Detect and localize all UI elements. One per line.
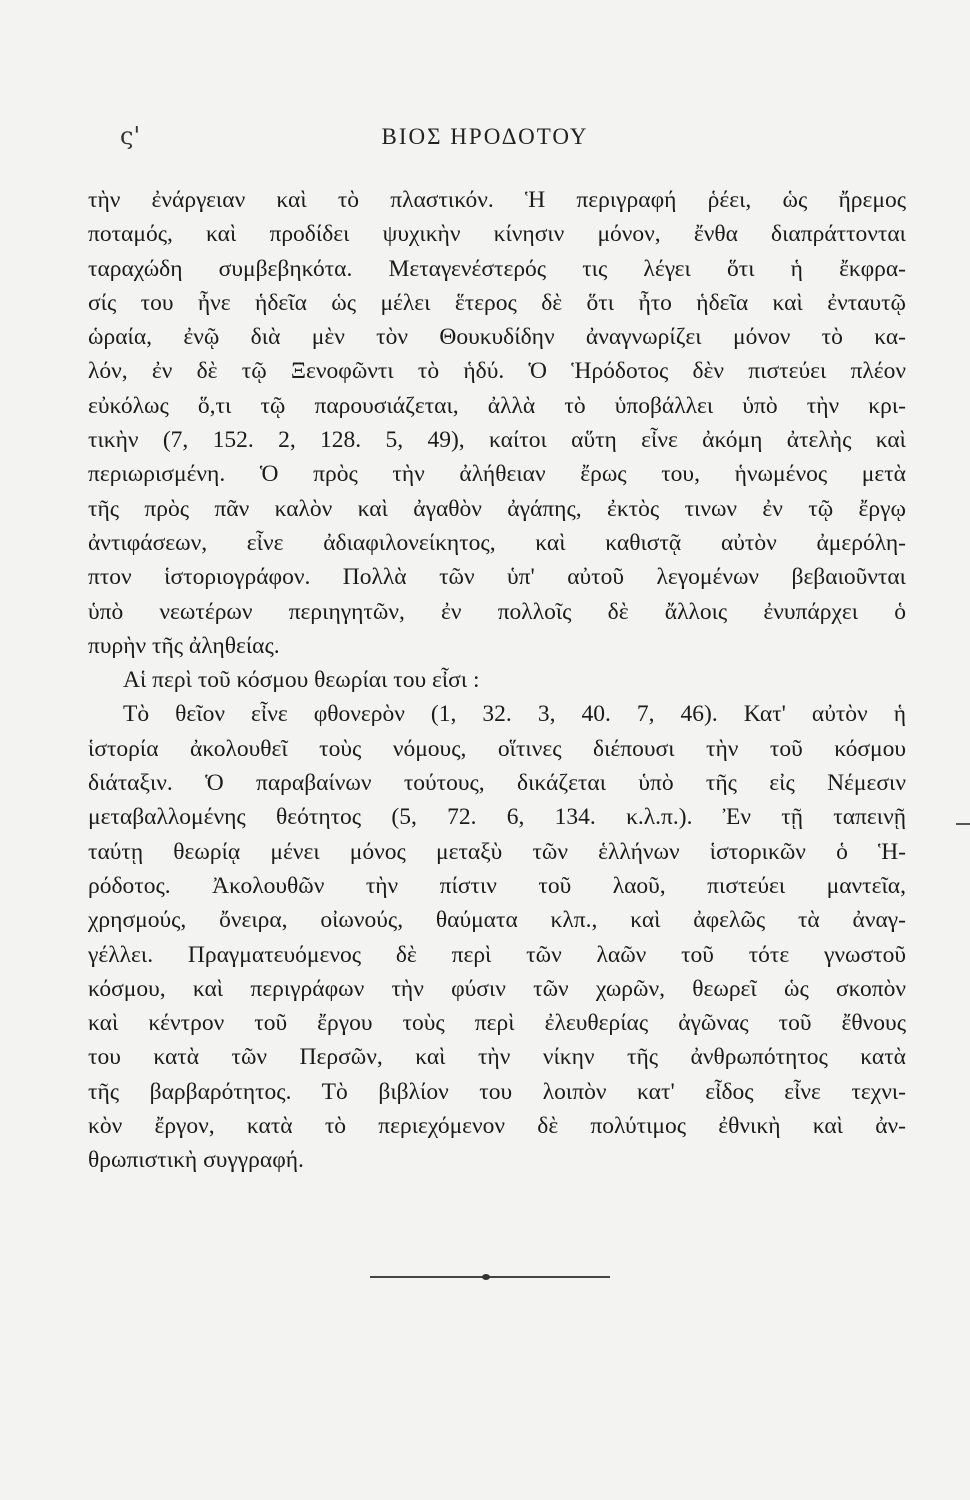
margin-mark	[956, 823, 970, 825]
end-ornament-rule	[370, 1274, 610, 1280]
text-line: θρωπιστικὴ συγγραφή.	[88, 1147, 304, 1174]
text-line: πυρὴν τῆς ἀληθείας.	[88, 632, 280, 659]
text-line: Αἱ περὶ τοῦ κόσμου θεωρίαι του εἶσι :	[123, 667, 480, 694]
body-text	[88, 183, 906, 1178]
text-line: περιωρισμένη. Ὁ πρὸς τὴν ἀλήθειαν ἔρως του, ἡνωμένος μετὰ	[88, 461, 906, 488]
text-line: ἀντιφάσεων, εἶνε ἀδιαφιλονείκητος, καὶ καθιστᾷ αὐτὸν ἀμερόλη-	[88, 529, 906, 556]
text-line: καὶ κέντρον τοῦ ἔργου τοὺς περὶ ἐλευθερίας ἀγῶνας τοῦ ἔθνους	[88, 1010, 906, 1037]
text-line: Τὸ θεῖον εἶνε φθονερὸν (1, 32. 3, 40. 7, 46). Κατ' αὐτὸν ἡ	[123, 701, 906, 728]
text-line: κὸν ἔργον, κατὰ τὸ περιεχόμενον δὲ πολύτιμος ἐθνικὴ καὶ ἀν-	[88, 1113, 906, 1140]
text-line: ρόδοτος. Ἀκολουθῶν τὴν πίστιν τοῦ λαοῦ, πιστεύει μαντεῖα,	[88, 872, 906, 899]
text-line: εὐκόλως ὅ,τι τῷ παρουσιάζεται, ἀλλὰ τὸ ὑποβάλλει ὑπὸ τὴν κρι-	[88, 392, 906, 419]
page-number: ς'	[120, 122, 141, 150]
text-line: λόν, ἐν δὲ τῷ Ξενοφῶντι τὸ ἡδύ. Ὁ Ἡρόδοτος δὲν πιστεύει πλέον	[88, 358, 906, 385]
text-line: τὴν ἐνάργειαν καὶ τὸ πλαστικόν. Ἡ περιγραφή ῥέει, ὡς ἤρεμος	[88, 187, 906, 213]
text-line: χρησμούς, ὄνειρα, οἰωνούς, θαύματα κλπ., καὶ ἀφελῶς τὰ ἀναγ-	[88, 907, 906, 934]
text-line: ὡραία, ἐνῷ διὰ μὲν τὸν Θουκυδίδην ἀναγνωρίζει μόνον τὸ κα-	[88, 324, 906, 351]
text-line: μεταβαλλομένης θεότητος (5, 72. 6, 134. κ.λ.π.). Ἐν τῇ ταπεινῇ	[88, 804, 906, 831]
text-line: πτον ἱστοριογράφον. Πολλὰ τῶν ὑπ' αὐτοῦ λεγομένων βεβαιοῦνται	[88, 564, 906, 591]
text-line: ὑπὸ νεωτέρων περιηγητῶν, ἐν πολλοῖς δὲ ἄλλοις ἐνυπάρχει ὁ	[88, 598, 906, 625]
text-line: ταραχώδη συμβεβηκότα. Μεταγενέστερός τις λέγει ὅτι ἡ ἔκφρα-	[88, 255, 906, 282]
ornament-dot	[482, 1274, 490, 1280]
ornament-line	[370, 1276, 610, 1278]
text-line: του κατὰ τῶν Περσῶν, καὶ τὴν νίκην τῆς ἀνθρωπότητος κατὰ	[88, 1044, 906, 1071]
text-line: τικὴν (7, 152. 2, 128. 5, 49), καίτοι αὕτη εἶνε ἀκόμη ἀτελὴς καὶ	[88, 427, 906, 454]
text-line: σίς του ἦνε ἡδεῖα ὡς μέλει ἕτερος δὲ ὅτι ἦτο ἡδεῖα καὶ ἐνταυτῷ	[88, 289, 906, 316]
text-line: ποταμός, καὶ προδίδει ψυχικὴν κίνησιν μόνον, ἔνθα διαπράττονται	[88, 221, 906, 248]
text-line: ἱστορία ἀκολουθεῖ τοὺς νόμους, οἵτινες διέπουσι τὴν τοῦ κόσμου	[88, 735, 906, 762]
text-line: τῆς βαρβαρότητος. Τὸ βιβλίον του λοιπὸν κατ' εἶδος εἶνε τεχνι-	[88, 1078, 906, 1105]
text-line: διάταξιν. Ὁ παραβαίνων τούτους, δικάζεται ὑπὸ τῆς εἰς Νέμεσιν	[88, 770, 906, 797]
text-line: κόσμου, καὶ περιγράφων τὴν φύσιν τῶν χωρῶν, θεωρεῖ ὡς σκοπὸν	[88, 975, 906, 1002]
text-line: γέλλει. Πραγματευόμενος δὲ περὶ τῶν λαῶν τοῦ τότε γνωστοῦ	[88, 941, 906, 968]
text-line: ταύτῃ θεωρίᾳ μένει μόνος μεταξὺ τῶν ἑλλήνων ἱστορικῶν ὁ Ἡ-	[88, 838, 906, 865]
running-title: ΒΙΟΣ ΗΡΟΔΟΤΟΥ	[381, 124, 589, 149]
text-line: τῆς πρὸς πᾶν καλὸν καὶ ἀγαθὸν ἀγάπης, ἐκτὸς τινων ἐν τῷ ἔργῳ	[88, 495, 906, 522]
